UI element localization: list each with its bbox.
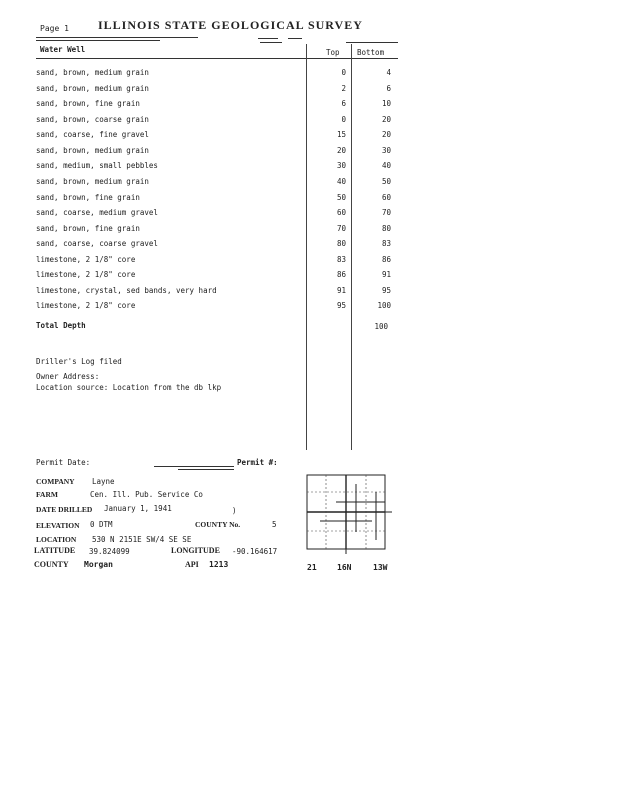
log-row-desc: limestone, 2 1/8" core: [36, 270, 136, 279]
log-row-bottom: 95: [381, 286, 391, 295]
log-row-top: 0: [341, 68, 346, 77]
header-rule-6: [346, 42, 398, 43]
log-row-desc: sand, brown, medium grain: [36, 68, 149, 77]
log-row-bottom: 40: [381, 161, 391, 170]
log-row-bottom: 100: [377, 301, 391, 310]
owner-address: Owner Address:: [36, 372, 100, 381]
log-row-bottom: 60: [381, 193, 391, 202]
range-number: 13W: [373, 563, 388, 572]
driller-log-note: Driller's Log filed: [36, 357, 122, 366]
location-source: Location source: Location from the db lkp: [36, 383, 222, 392]
log-row-top: 20: [336, 146, 346, 155]
page-number: Page 1: [40, 24, 69, 33]
log-row-desc: limestone, 2 1/8" core: [36, 255, 136, 264]
section-plat-grid: [306, 474, 398, 556]
location-value: 530 N 2151E SW/4 SE SE: [92, 535, 192, 544]
permit-date-underline: [154, 466, 234, 467]
latitude-label: LATITUDE: [34, 546, 76, 555]
log-row-desc: sand, brown, medium grain: [36, 177, 149, 186]
agency-title: ILLINOIS STATE GEOLOGICAL SURVEY: [98, 18, 363, 32]
permit-date-underline-2: [178, 469, 234, 470]
permit-number-label: Permit #:: [237, 458, 278, 467]
log-row-bottom: 70: [381, 208, 391, 217]
permit-date-label: Permit Date:: [36, 458, 91, 467]
log-row-desc: limestone, 2 1/8" core: [36, 301, 136, 310]
log-row-top: 83: [336, 255, 346, 264]
log-row-bottom: 10: [381, 99, 391, 108]
farm-label: FARM: [36, 490, 58, 499]
section-number: 21: [307, 563, 317, 572]
date-drilled-value: January 1, 1941: [104, 504, 172, 513]
header-rule-2: [36, 40, 160, 41]
header-rule-3: [258, 38, 278, 39]
log-row-bottom: 80: [381, 224, 391, 233]
col-bottom-header: Bottom: [357, 48, 385, 57]
log-row-desc: sand, brown, coarse grain: [36, 115, 149, 124]
longitude-label: LONGITUDE: [171, 546, 220, 555]
log-row-bottom: 4: [386, 68, 391, 77]
county-number-label: COUNTY No.: [195, 520, 241, 529]
farm-value: Cen. Ill. Pub. Service Co: [90, 490, 203, 499]
column-divider-left: [306, 44, 307, 450]
log-row-bottom: 20: [381, 130, 391, 139]
column-divider-right: [351, 44, 352, 450]
log-row-desc: sand, medium, small pebbles: [36, 161, 158, 170]
table-header-rule: [36, 58, 398, 59]
log-row-top: 86: [336, 270, 346, 279]
log-row-bottom: 6: [386, 84, 391, 93]
log-row-desc: sand, coarse, coarse gravel: [36, 239, 158, 248]
county-label: COUNTY: [34, 560, 69, 569]
log-row-desc: sand, coarse, medium gravel: [36, 208, 158, 217]
log-row-desc: sand, brown, fine grain: [36, 193, 140, 202]
log-row-top: 6: [341, 99, 346, 108]
date-paren: ): [232, 506, 237, 515]
log-row-bottom: 83: [381, 239, 391, 248]
elevation-value: 0 DTM: [90, 520, 113, 529]
section-heading: Water Well: [40, 45, 86, 54]
log-row-desc: sand, brown, medium grain: [36, 146, 149, 155]
log-row-top: 70: [336, 224, 346, 233]
date-drilled-label: DATE DRILLED: [36, 505, 93, 514]
api-value: 1213: [209, 560, 229, 569]
total-depth-label: Total Depth: [36, 321, 86, 330]
log-row-top: 0: [341, 115, 346, 124]
log-row-desc: sand, brown, fine grain: [36, 99, 140, 108]
log-row-desc: sand, brown, medium grain: [36, 84, 149, 93]
township-number: 16N: [337, 563, 352, 572]
log-row-bottom: 30: [381, 146, 391, 155]
log-row-top: 2: [341, 84, 346, 93]
log-row-top: 95: [336, 301, 346, 310]
company-label: COMPANY: [36, 477, 75, 486]
location-label: LOCATION: [36, 535, 77, 544]
log-row-bottom: 20: [381, 115, 391, 124]
log-row-bottom: 50: [381, 177, 391, 186]
log-row-top: 60: [336, 208, 346, 217]
elevation-label: ELEVATION: [36, 521, 80, 530]
header-rule-5: [260, 42, 282, 43]
log-row-top: 80: [336, 239, 346, 248]
log-row-top: 50: [336, 193, 346, 202]
log-row-top: 15: [336, 130, 346, 139]
log-row-desc: sand, coarse, fine gravel: [36, 130, 149, 139]
log-row-top: 30: [336, 161, 346, 170]
log-row-top: 40: [336, 177, 346, 186]
company-value: Layne: [92, 477, 115, 486]
log-row-top: 91: [336, 286, 346, 295]
log-row-desc: sand, brown, fine grain: [36, 224, 140, 233]
log-row-bottom: 86: [381, 255, 391, 264]
county-number-value: 5: [272, 520, 277, 529]
county-value: Morgan: [84, 560, 113, 569]
longitude-value: -90.164617: [232, 547, 278, 556]
col-top-header: Top: [326, 48, 340, 57]
api-label: API: [185, 560, 199, 569]
total-depth-value: 100: [374, 322, 388, 331]
header-rule-1: [36, 37, 198, 38]
log-row-bottom: 91: [381, 270, 391, 279]
log-row-desc: limestone, crystal, sed bands, very hard: [36, 286, 217, 295]
latitude-value: 39.824099: [89, 547, 130, 556]
header-rule-4: [288, 38, 302, 39]
